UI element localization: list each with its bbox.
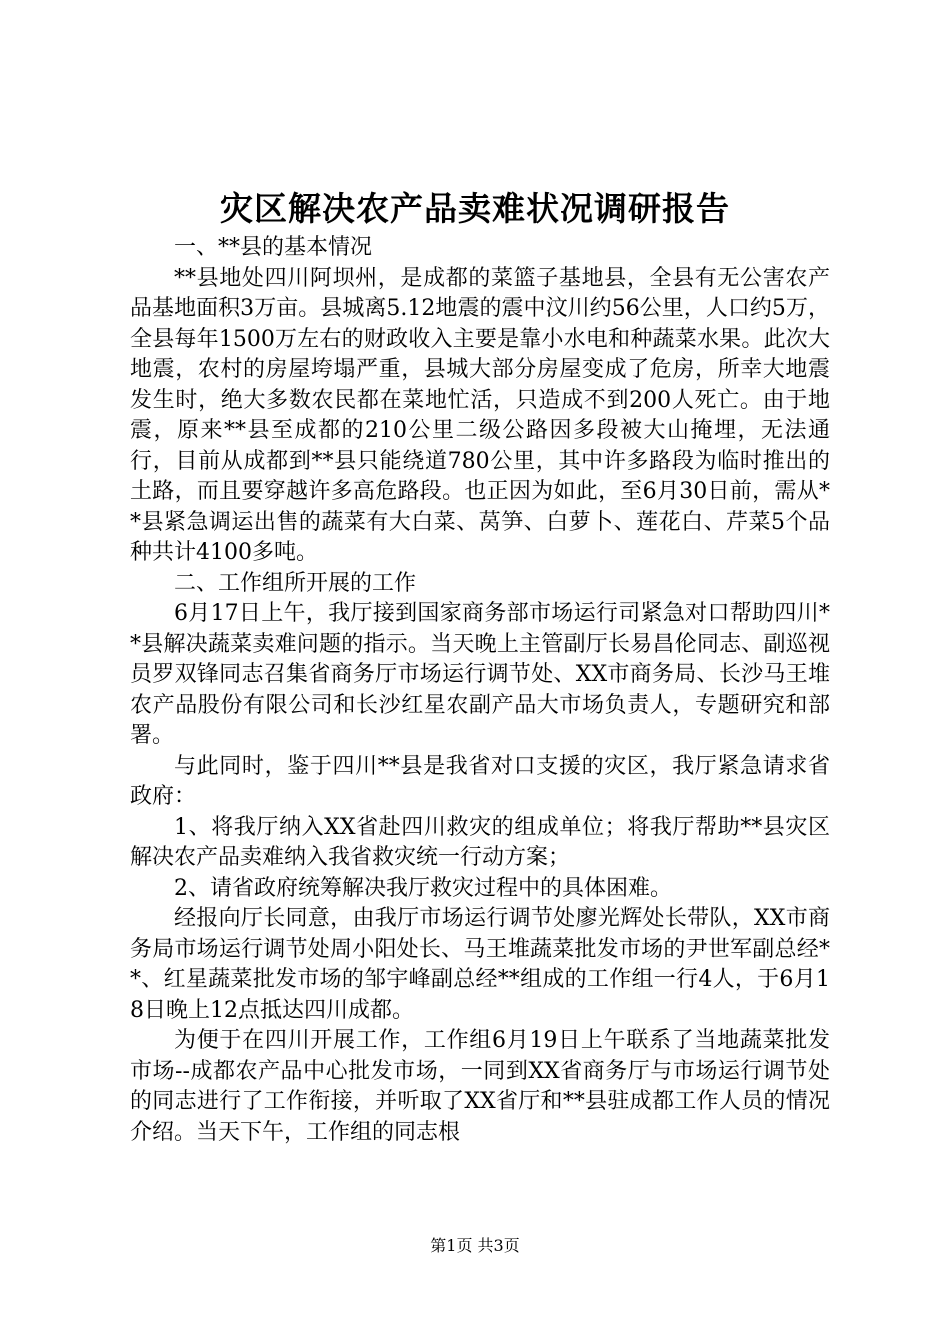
- paragraph: 与此同时，鉴于四川**县是我省对口支援的灾区，我厅紧急请求省政府：: [130, 753, 830, 809]
- paragraph: **县地处四川阿坝州，是成都的菜篮子基地县，全县有无公害农产品基地面积3万亩。县城离5.12地震的震中汶川约56公里，人口约5万，全县每年1500万左右的财政收入主要是靠小水电和种蔬菜水果。此次大地震，农村的房屋垮塌严重，县城大部分房屋变成了危房，所幸大地震发生时，绝大多数农民都在菜地忙活，只造成不到200人死亡。由于地震，原来**县至成都的210公里二级公路因多段被大山掩埋，无法通行，目前从成都到**县只能绕道780公里，其中许多路段为临时推出的土路，而且要穿越许多高危路段。也正因为如此，至6月30日前，需从**县紧急调运出售的蔬菜有大白菜、莴笋、白萝卜、莲花白、芹菜5个品种共计4100多吨。: [130, 265, 830, 565]
- section-heading: 一、**县的基本情况: [174, 235, 373, 260]
- paragraph: 经报向厅长同意，由我厅市场运行调节处廖光辉处长带队，XX市商务局市场运行调节处周小阳处长、马王堆蔬菜批发市场的尹世军副总经**、红星蔬菜批发市场的邹宇峰副总经**组成的工作组一行4人，于6月18日晚上12点抵达四川成都。: [130, 906, 830, 1023]
- document-body: [130, 233, 830, 1148]
- page-footer: 第1页 共3页: [430, 1236, 520, 1255]
- document-title: 灾区解决农产品卖难状况调研报告: [220, 189, 730, 228]
- paragraph: 1、将我厅纳入XX省赴四川救灾的组成单位；将我厅帮助**县灾区解决农产品卖难纳入我省救灾统一行动方案；: [130, 814, 830, 870]
- section-heading: 二、工作组所开展的工作: [174, 570, 417, 596]
- paragraph: 2、请省政府统筹解决我厅救灾过程中的具体困难。: [174, 875, 672, 901]
- paragraph: 6月17日上午，我厅接到国家商务部市场运行司紧急对口帮助四川**县解决蔬菜卖难问题的指示。当天晚上主管副厅长易昌伦同志、副巡视员罗双锋同志召集省商务厅市场运行调节处、XX市商务局、长沙马王堆农产品股份有限公司和长沙红星农副产品大市场负责人，专题研究和部署。: [130, 601, 830, 748]
- paragraph: 为便于在四川开展工作，工作组6月19日上午联系了当地蔬菜批发市场--成都农产品中心批发市场，一同到XX省商务厅与市场运行调节处的同志进行了工作衔接，并听取了XX省厅和**县驻成都工作人员的情况介绍。当天下午，工作组的同志根: [130, 1028, 830, 1145]
